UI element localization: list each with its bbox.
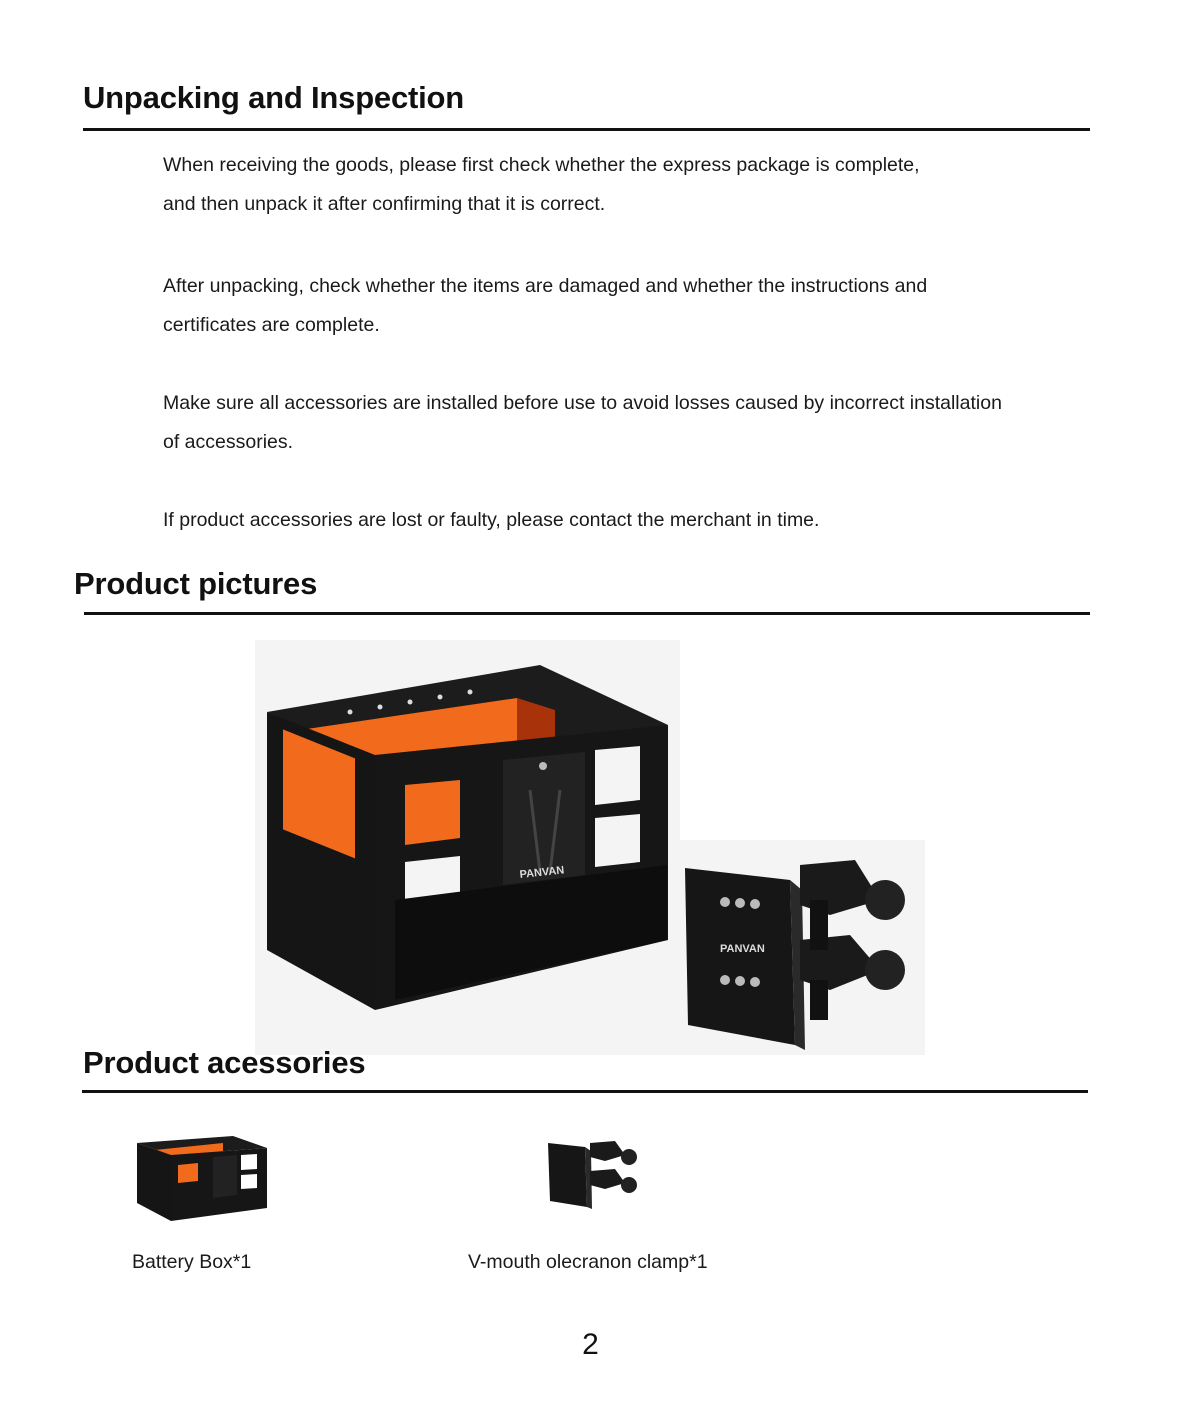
unpacking-paragraph-4 [163,501,1123,540]
unpacking-paragraph-3 [163,384,1123,462]
paragraph-line: When receiving the goods, please first check whether the express package is complete, [163,154,920,176]
unpacking-paragraph-2 [163,267,1123,345]
paragraph-line: certificates are complete. [163,314,380,336]
unpacking-divider [83,128,1090,131]
unpacking-paragraph-1 [163,146,1123,224]
unpacking-heading: Unpacking and Inspection [83,80,465,115]
battery-box-thumbnail [133,1133,271,1223]
accessories-divider [82,1090,1088,1093]
pictures-divider [84,612,1090,615]
box-brand-label: PANVAN [519,864,565,881]
pictures-heading: Product pictures [74,566,318,601]
accessory-label-clamp: V-mouth olecranon clamp*1 [468,1251,708,1273]
v-mount-clamp-image [680,840,925,1055]
paragraph-line: and then unpack it after confirming that it is correct. [163,193,606,215]
page-number: 2 [582,1328,599,1361]
accessories-heading: Product acessories [83,1045,366,1080]
paragraph-line: If product accessories are lost or faulty, please contact the merchant in time. [163,509,820,531]
v-mount-clamp-thumbnail [545,1137,642,1209]
paragraph-line: Make sure all accessories are installed before use to avoid losses caused by incorrect installation [163,392,1002,414]
paragraph-line: of accessories. [163,431,294,453]
battery-box-image [255,640,680,1055]
paragraph-line: After unpacking, check whether the items are damaged and whether the instructions and [163,275,928,297]
accessory-label-battery-box: Battery Box*1 [132,1251,252,1273]
plate-brand-label: PANVAN [720,943,765,955]
